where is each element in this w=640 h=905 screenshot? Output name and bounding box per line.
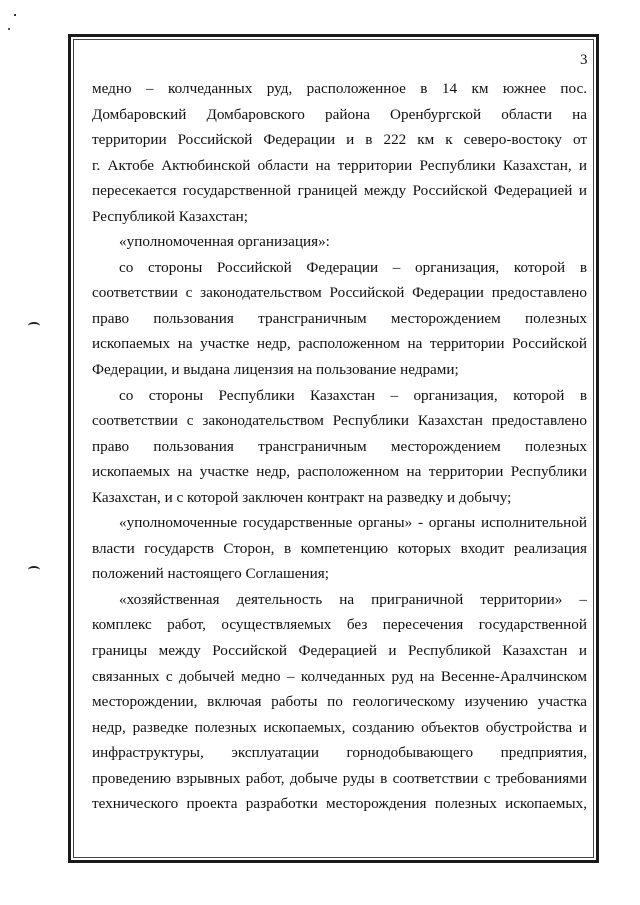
- text-line: Домбаровский Домбаровского района Оренбургской области на: [92, 105, 587, 123]
- text-line: территории Российской Федерации и в 222 км к северо-востоку от: [92, 131, 587, 149]
- text-line: недр, разведке полезных ископаемых, созданию объектов обустройства и: [92, 718, 587, 736]
- text-line: Федерации, и выдана лицензия на пользование недрами;: [92, 361, 459, 379]
- text-line: соответствии с законодательством Республики Казахстан предоставлено: [92, 412, 587, 430]
- page-number: 3: [580, 52, 588, 68]
- text-line: соответствии с законодательством Российской Федерации предоставлено: [92, 284, 587, 302]
- text-line: «уполномоченные государственные органы» - органы исполнительной: [119, 514, 587, 532]
- text-line: право пользования трансграничным месторождением полезных: [92, 309, 587, 327]
- text-line: связанных с добычей медно – колчеданных руд на Весенне-Аралчинском: [92, 667, 587, 685]
- text-line: власти государств Сторон, в компетенцию которых входит реализация: [92, 539, 587, 557]
- text-line: Казахстан, и с которой заключен контракт на разведку и добычу;: [92, 488, 512, 506]
- text-line: положений настоящего Соглашения;: [92, 565, 329, 583]
- text-line: комплекс работ, осуществляемых без пересечения государственной: [92, 616, 587, 634]
- text-line: со стороны Российской Федерации – организация, которой в: [119, 258, 587, 276]
- text-line: ископаемых на участке недр, расположенном на территории Российской: [92, 335, 587, 353]
- text-line: границы между Российской Федерацией и Республикой Казахстан и: [92, 642, 587, 660]
- text-line: технического проекта разработки месторождения полезных ископаемых,: [92, 795, 587, 813]
- text-line: Республикой Казахстан;: [92, 207, 249, 225]
- scan-speck: [14, 14, 16, 16]
- text-line: пересекается государственной границей между Российской Федерацией и: [92, 182, 587, 200]
- text-line: ископаемых на участке недр, расположенном на территории Республики: [92, 463, 587, 481]
- punch-hole-mark: [28, 566, 40, 574]
- text-line: медно – колчеданных руд, расположенное в 14 км южнее пос.: [92, 80, 587, 97]
- text-line: «уполномоченная организация»:: [119, 233, 330, 251]
- text-line: со стороны Республики Казахстан – организация, которой в: [119, 386, 587, 404]
- text-line: проведению взрывных работ, добыче руды в соответствии с требованиями: [92, 769, 587, 787]
- punch-hole-mark: [28, 322, 40, 330]
- text-line: г. Актобе Актюбинской области на территории Республики Казахстан, и: [92, 156, 587, 174]
- document-body: [92, 76, 587, 817]
- text-line: «хозяйственная деятельность на приграничной территории» –: [119, 590, 587, 608]
- scan-speck: [8, 28, 10, 30]
- text-line: инфраструктуры, эксплуатации горнодобывающего предприятия,: [92, 744, 587, 762]
- text-line: право пользования трансграничным месторождением полезных: [92, 437, 587, 455]
- text-line: месторождении, включая работы по геологическому изучению участка: [92, 693, 587, 711]
